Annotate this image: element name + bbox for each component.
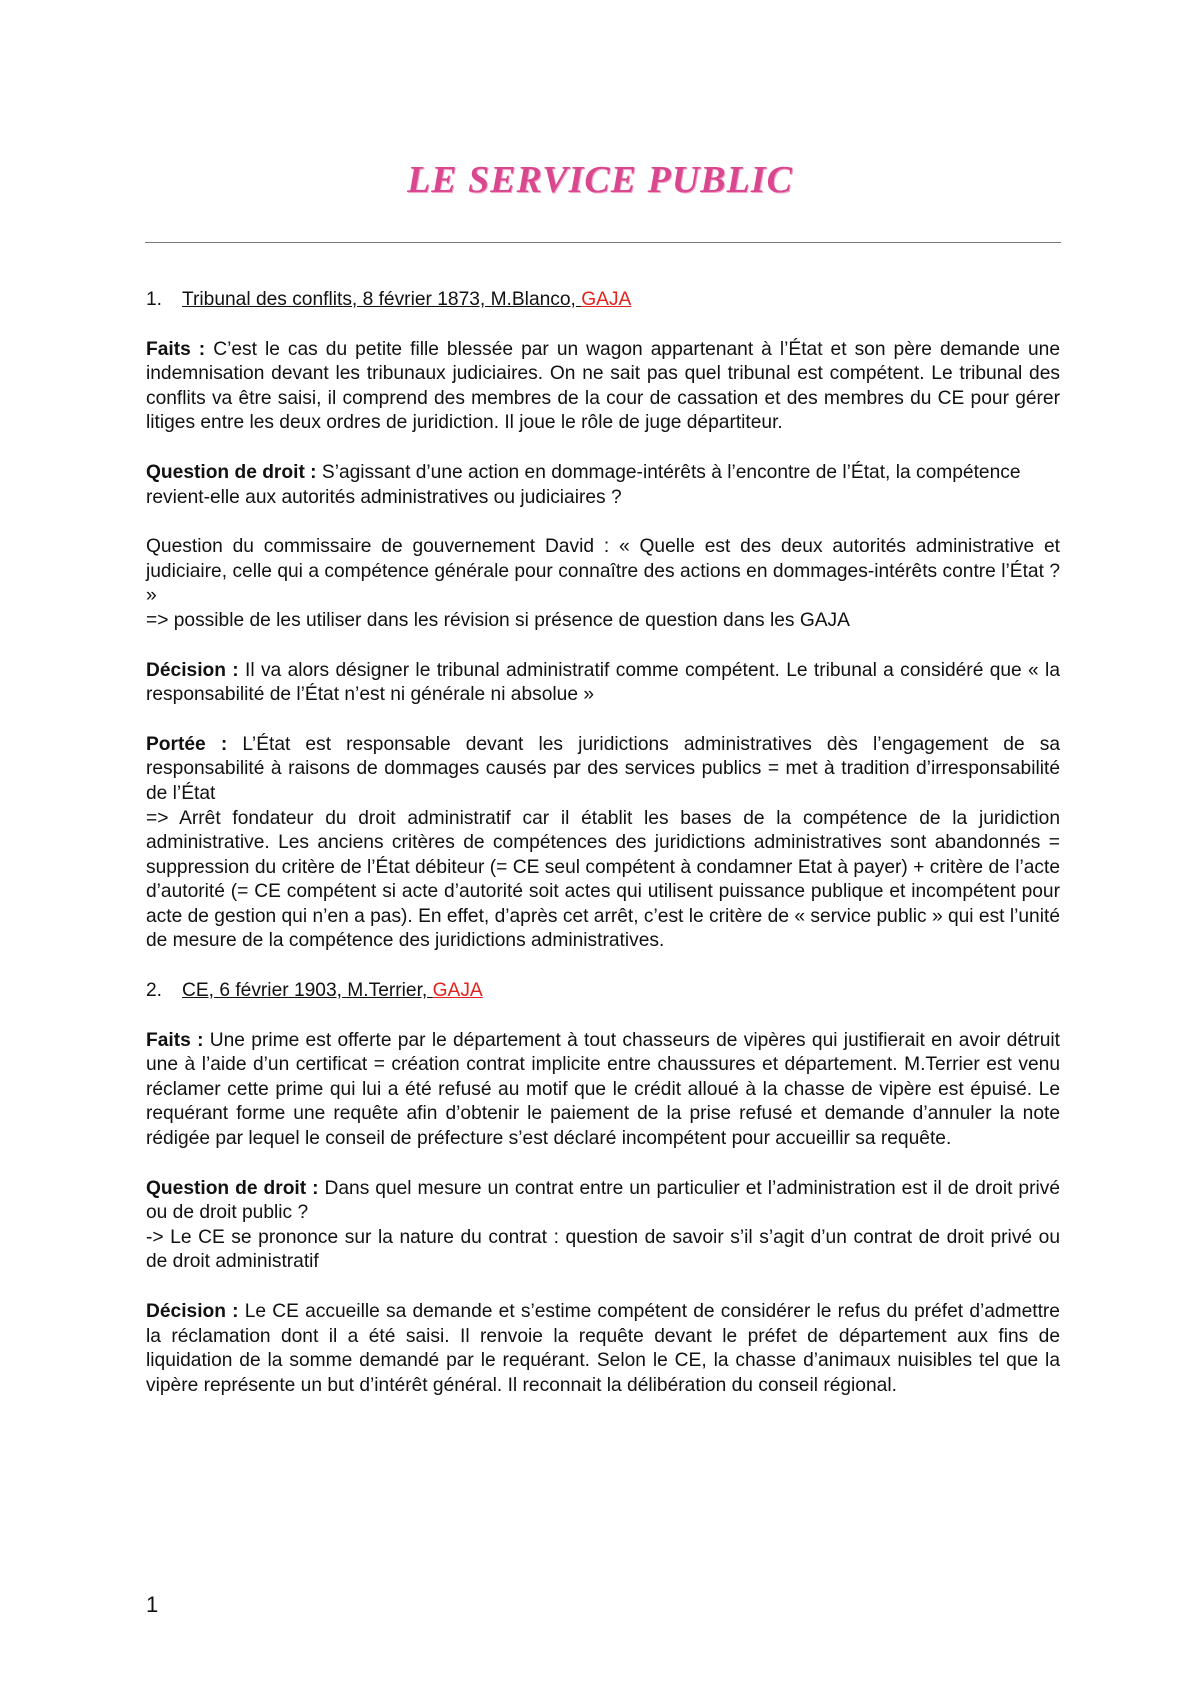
faits-label: Faits : — [146, 1029, 204, 1051]
question-label: Question de droit : — [146, 1177, 319, 1199]
page-number: 1 — [146, 1592, 159, 1617]
question-note: -> Le CE se prononce sur la nature du contrat : question de savoir s’il s’agit d’un contrat de droit privé ou de droit administratif — [146, 1226, 1060, 1273]
question-label: Question de droit : — [146, 461, 317, 483]
commissaire-paragraph — [146, 535, 1060, 633]
decision-label: Décision : — [146, 659, 239, 681]
section-heading-1 — [146, 288, 1060, 313]
question-paragraph — [146, 1177, 1060, 1275]
gaja-reference: GAJA — [432, 980, 483, 1002]
document-title: LE SERVICE PUBLIC — [407, 159, 793, 201]
case-citation: CE, 6 février 1903, M.Terrier, — [182, 980, 433, 1002]
portee-paragraph — [146, 733, 1060, 954]
commissaire-text: Question du commissaire de gouvernement David : « Quelle est des deux autorités administrative et judiciaire, celle qui a compétence générale pour connaître des actions en dommages-intérêts contre l’État ? » — [146, 536, 1060, 607]
title-divider — [145, 242, 1061, 243]
case-citation: Tribunal des conflits, 8 février 1873, M.Blanco, — [182, 289, 582, 310]
section-heading-2 — [146, 979, 1060, 1004]
document-body — [146, 288, 1060, 1423]
question-text: S’agissant d’une action en dommage-intérêts à l’encontre de l’État, la compétence revient-elle aux autorités administratives ou judiciaires ? — [146, 461, 1021, 508]
faits-paragraph — [146, 1029, 1060, 1152]
gaja-reference: GAJA — [581, 289, 632, 310]
decision-label: Décision : — [146, 1301, 239, 1322]
commissaire-note: => possible de les utiliser dans les révision si présence de question dans les GAJA — [146, 609, 850, 631]
section-number: 1. — [146, 289, 163, 310]
portee-note: => Arrêt fondateur du droit administratif car il établit les bases de la compétence de la juridiction administrative. Les anciens critères de compétences des juridictions administratives sont abandonnés = suppression du critère de l’État débiteur (= CE seul compétent à condamner Etat à payer) + critère de l’acte d’autorité (= CE compétent si acte d’autorité soit actes qui utilisent puissance publique et incompétent pour acte de gestion qui n’en a pas). En effet, d’après cet arrêt, c’est le critère de « service public » qui est l’unité de mesure de la compétence des juridictions administratives. — [146, 807, 1060, 952]
decision-paragraph — [146, 659, 1060, 708]
faits-text: Une prime est offerte par le département à tout chasseurs de vipères qui justifierait en avoir détruit une à l’aide d’un certificat = création contrat implicite entre chaussures et département. M.Terrier est venu réclamer cette prime qui lui a été refusé au motif que le crédit alloué à la chasse de vipère est épuisé. Le requérant forme une requête afin d’obtenir le paiement de la prise refusé et demande d’annuler la note rédigée par lequel le conseil de préfecture s’est déclaré incompétent pour accueillir sa requête. — [146, 1029, 1060, 1150]
question-text: Dans quel mesure un contrat entre un particulier et l’administration est il de droit privé ou de droit public ? — [146, 1177, 1060, 1224]
faits-paragraph — [146, 338, 1060, 436]
faits-label: Faits : — [146, 338, 206, 360]
portee-text: L’État est responsable devant les juridictions administratives dès l’engagement de sa responsabilité à raisons de dommages causés par des services publics = met à tradition d’irresponsabilité de l’État — [146, 733, 1060, 804]
faits-text: C’est le cas du petite fille blessée par un wagon appartenant à l’État et son père demande une indemnisation devant les tribunaux judiciaires. On ne sait pas quel tribunal est compétent. Le tribunal des conflits va être saisi, il comprend des membres de la cour de cassation et des membres du CE pour gérer litiges entre les deux ordres de juridiction. Il joue le rôle de juge départiteur. — [146, 338, 1060, 434]
question-paragraph — [146, 461, 1060, 510]
decision-paragraph — [146, 1300, 1060, 1398]
section-number: 2. — [146, 980, 163, 1002]
decision-text: Le CE accueille sa demande et s’estime compétent de considérer le refus du préfet d’admettre la réclamation dont il a été saisi. Il renvoie la requête devant le préfet de département aux fins de liquidation de la somme demandé par le requérant. Selon le CE, la chasse d’animaux nuisibles tel que la vipère représente un but d’intérêt général. Il reconnait la délibération du conseil régional. — [146, 1301, 1060, 1396]
decision-text: Il va alors désigner le tribunal administratif comme compétent. Le tribunal a considéré que « la responsabilité de l’État n’est ni générale ni absolue » — [146, 659, 1060, 706]
portee-label: Portée : — [146, 733, 228, 755]
